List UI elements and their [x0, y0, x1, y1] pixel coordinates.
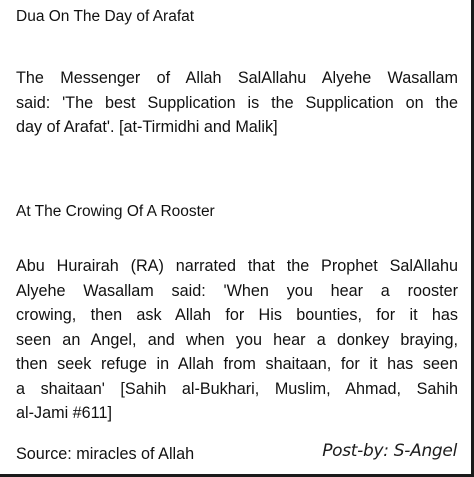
body-line: seen an Angel, and when you hear a donkey braying, — [16, 330, 458, 349]
section-heading-rooster: At The Crowing Of A Rooster — [16, 203, 215, 220]
body-line: a shaitaan' [Sahih al-Bukhari, Muslim, Ahmad, Sahih — [16, 379, 458, 398]
body-line: crowing, then ask Allah for His bounties, for it has — [16, 306, 458, 324]
section-body-rooster — [16, 254, 458, 426]
body-line: Alyehe Wasallam said: 'When you hear a rooster — [16, 281, 458, 300]
body-line: al-Jami #611] — [16, 404, 112, 422]
body-line: then seek refuge in Allah from shaitaan, for it has seen — [16, 355, 458, 373]
section-heading-arafat: Dua On The Day of Arafat — [16, 8, 195, 25]
body-line: said: 'The best Supplication is the Supplication on the — [16, 93, 458, 112]
body-line: The Messenger of Allah SalAllahu Alyehe Wasallam — [16, 69, 458, 87]
body-line: day of Arafat'. [at-Tirmidhi and Malik] — [16, 118, 278, 136]
post-credit: Post-by: S-Angel — [322, 441, 457, 461]
body-line: Abu Hurairah (RA) narrated that the Prophet SalAllahu — [16, 257, 458, 275]
source-citation: Source: miracles of Allah — [16, 445, 195, 463]
section-body-arafat — [16, 66, 458, 140]
